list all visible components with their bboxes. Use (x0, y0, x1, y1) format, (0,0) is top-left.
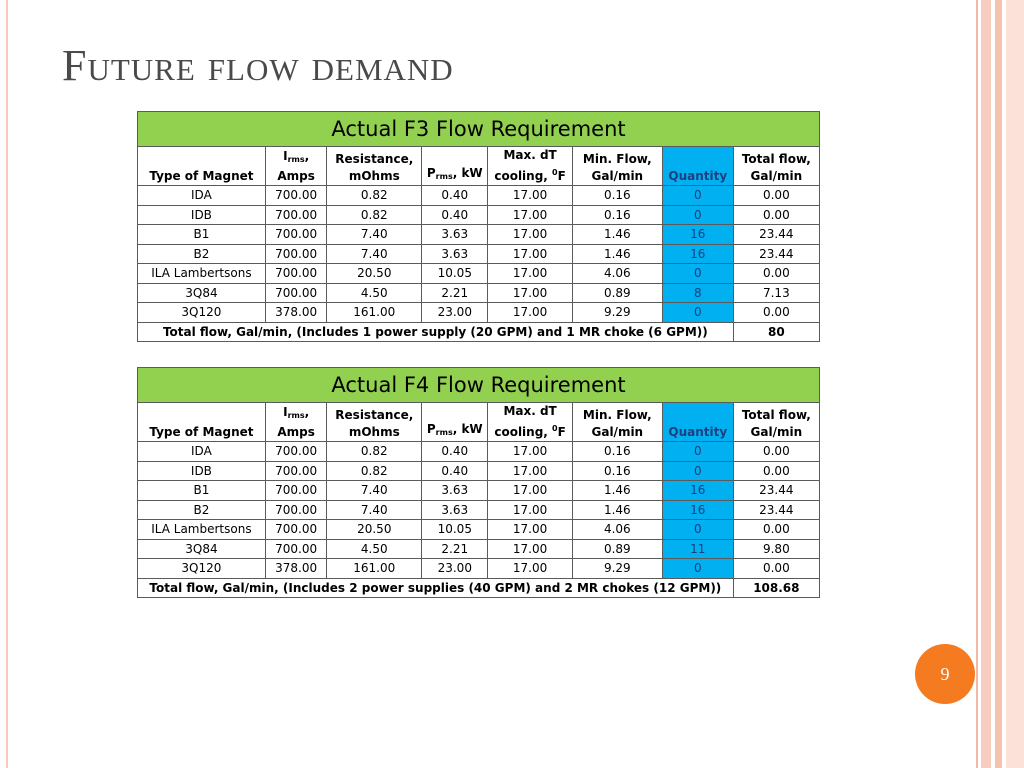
cell-irms: 700.00 (265, 461, 327, 481)
f4-flow-table (137, 367, 820, 598)
cell-quantity: 0 (662, 205, 733, 225)
total-label: Total flow, Gal/min, (Includes 2 power supplies (40 GPM) and 2 MR chokes (12 GPM)) (138, 578, 734, 598)
cell-type: B2 (138, 500, 266, 520)
cell-total-flow: 0.00 (733, 520, 819, 540)
table-row (138, 283, 820, 303)
left-border-line (6, 0, 8, 768)
col-header-type: Type of Magnet (138, 403, 266, 442)
cell-max-dt: 17.00 (488, 303, 572, 323)
cell-max-dt: 17.00 (488, 283, 572, 303)
total-row (138, 578, 820, 598)
cell-max-dt: 17.00 (488, 559, 572, 579)
table-row (138, 303, 820, 323)
decor-stripe (1006, 0, 1024, 768)
cell-quantity: 11 (662, 539, 733, 559)
table-row (138, 442, 820, 462)
cell-quantity: 0 (662, 442, 733, 462)
cell-quantity: 16 (662, 244, 733, 264)
table-row (138, 225, 820, 245)
cell-type: IDA (138, 442, 266, 462)
cell-irms: 700.00 (265, 264, 327, 284)
cell-type: 3Q120 (138, 303, 266, 323)
cell-resistance: 7.40 (327, 500, 422, 520)
slide-title: Future flow demand (62, 41, 454, 90)
cell-prms: 3.63 (422, 500, 488, 520)
total-value: 80 (733, 322, 819, 342)
cell-prms: 10.05 (422, 264, 488, 284)
cell-total-flow: 0.00 (733, 461, 819, 481)
table-row (138, 205, 820, 225)
table-row (138, 539, 820, 559)
cell-max-dt: 17.00 (488, 186, 572, 206)
cell-irms: 378.00 (265, 559, 327, 579)
cell-prms: 0.40 (422, 186, 488, 206)
col-header-minflow: Min. Flow, Gal/min (572, 147, 662, 186)
col-header-quantity: Quantity (662, 403, 733, 442)
cell-prms: 3.63 (422, 244, 488, 264)
cell-resistance: 20.50 (327, 264, 422, 284)
cell-quantity: 0 (662, 461, 733, 481)
col-header-minflow: Min. Flow, Gal/min (572, 403, 662, 442)
cell-max-dt: 17.00 (488, 539, 572, 559)
cell-min-flow: 4.06 (572, 520, 662, 540)
cell-total-flow: 0.00 (733, 205, 819, 225)
cell-total-flow: 0.00 (733, 559, 819, 579)
decor-stripe (995, 0, 1002, 768)
cell-max-dt: 17.00 (488, 442, 572, 462)
cell-quantity: 0 (662, 264, 733, 284)
cell-type: ILA Lambertsons (138, 520, 266, 540)
cell-prms: 0.40 (422, 442, 488, 462)
cell-type: IDB (138, 205, 266, 225)
cell-type: 3Q84 (138, 283, 266, 303)
cell-type: 3Q84 (138, 539, 266, 559)
cell-min-flow: 0.16 (572, 205, 662, 225)
cell-irms: 700.00 (265, 205, 327, 225)
cell-min-flow: 0.16 (572, 186, 662, 206)
cell-irms: 700.00 (265, 442, 327, 462)
table-row (138, 186, 820, 206)
table-row (138, 559, 820, 579)
cell-irms: 700.00 (265, 186, 327, 206)
cell-quantity: 0 (662, 559, 733, 579)
decor-stripe (976, 0, 978, 768)
cell-total-flow: 0.00 (733, 264, 819, 284)
cell-min-flow: 1.46 (572, 244, 662, 264)
table-row (138, 264, 820, 284)
col-header-total: Total flow, Gal/min (733, 403, 819, 442)
cell-min-flow: 1.46 (572, 481, 662, 501)
col-header-type: Type of Magnet (138, 147, 266, 186)
cell-type: B1 (138, 481, 266, 501)
cell-prms: 2.21 (422, 539, 488, 559)
cell-total-flow: 23.44 (733, 225, 819, 245)
cell-max-dt: 17.00 (488, 205, 572, 225)
col-header-prms: $P_{rms}$, kW (422, 147, 488, 186)
cell-resistance: 0.82 (327, 205, 422, 225)
cell-prms: 23.00 (422, 559, 488, 579)
cell-min-flow: 4.06 (572, 264, 662, 284)
cell-resistance: 4.50 (327, 539, 422, 559)
table-row (138, 500, 820, 520)
decor-stripe (981, 0, 991, 768)
col-header-prms: $P_{rms}$, kW (422, 403, 488, 442)
cell-max-dt: 17.00 (488, 520, 572, 540)
cell-resistance: 0.82 (327, 442, 422, 462)
cell-total-flow: 0.00 (733, 303, 819, 323)
cell-resistance: 7.40 (327, 481, 422, 501)
header-row (138, 147, 820, 186)
cell-total-flow: 23.44 (733, 481, 819, 501)
cell-type: 3Q120 (138, 559, 266, 579)
cell-max-dt: 17.00 (488, 481, 572, 501)
cell-max-dt: 17.00 (488, 264, 572, 284)
cell-irms: 378.00 (265, 303, 327, 323)
page-number-badge: 9 (915, 644, 975, 704)
cell-resistance: 20.50 (327, 520, 422, 540)
cell-min-flow: 0.16 (572, 442, 662, 462)
cell-type: B2 (138, 244, 266, 264)
col-header-dt: Max. dT cooling, $^0$F (488, 147, 572, 186)
table-row (138, 481, 820, 501)
cell-resistance: 161.00 (327, 559, 422, 579)
cell-min-flow: 0.16 (572, 461, 662, 481)
cell-total-flow: 0.00 (733, 186, 819, 206)
cell-quantity: 16 (662, 500, 733, 520)
f3-flow-table (137, 111, 820, 342)
col-header-total: Total flow, Gal/min (733, 147, 819, 186)
cell-irms: 700.00 (265, 225, 327, 245)
cell-min-flow: 9.29 (572, 303, 662, 323)
cell-resistance: 7.40 (327, 244, 422, 264)
cell-irms: 700.00 (265, 244, 327, 264)
cell-resistance: 0.82 (327, 461, 422, 481)
cell-min-flow: 9.29 (572, 559, 662, 579)
cell-quantity: 0 (662, 303, 733, 323)
cell-resistance: 4.50 (327, 283, 422, 303)
cell-irms: 700.00 (265, 539, 327, 559)
total-value: 108.68 (733, 578, 819, 598)
cell-min-flow: 0.89 (572, 539, 662, 559)
cell-min-flow: 0.89 (572, 283, 662, 303)
cell-irms: 700.00 (265, 520, 327, 540)
cell-irms: 700.00 (265, 283, 327, 303)
cell-total-flow: 7.13 (733, 283, 819, 303)
col-header-quantity: Quantity (662, 147, 733, 186)
cell-min-flow: 1.46 (572, 225, 662, 245)
cell-total-flow: 23.44 (733, 500, 819, 520)
cell-max-dt: 17.00 (488, 244, 572, 264)
cell-quantity: 0 (662, 520, 733, 540)
cell-quantity: 16 (662, 225, 733, 245)
cell-quantity: 8 (662, 283, 733, 303)
table-row (138, 520, 820, 540)
header-row (138, 403, 820, 442)
cell-prms: 3.63 (422, 481, 488, 501)
cell-total-flow: 23.44 (733, 244, 819, 264)
cell-quantity: 16 (662, 481, 733, 501)
table-caption: Actual F3 Flow Requirement (138, 112, 820, 147)
total-row (138, 322, 820, 342)
cell-prms: 2.21 (422, 283, 488, 303)
cell-irms: 700.00 (265, 500, 327, 520)
cell-type: B1 (138, 225, 266, 245)
col-header-resistance: Resistance, mOhms (327, 147, 422, 186)
cell-total-flow: 9.80 (733, 539, 819, 559)
cell-type: IDB (138, 461, 266, 481)
cell-prms: 23.00 (422, 303, 488, 323)
cell-resistance: 161.00 (327, 303, 422, 323)
cell-resistance: 7.40 (327, 225, 422, 245)
cell-quantity: 0 (662, 186, 733, 206)
total-label: Total flow, Gal/min, (Includes 1 power supply (20 GPM) and 1 MR choke (6 GPM)) (138, 322, 734, 342)
cell-prms: 0.40 (422, 205, 488, 225)
cell-type: IDA (138, 186, 266, 206)
cell-prms: 10.05 (422, 520, 488, 540)
cell-prms: 3.63 (422, 225, 488, 245)
cell-max-dt: 17.00 (488, 225, 572, 245)
cell-total-flow: 0.00 (733, 442, 819, 462)
cell-min-flow: 1.46 (572, 500, 662, 520)
cell-resistance: 0.82 (327, 186, 422, 206)
col-header-irms: $I_{rms}$, Amps (265, 147, 327, 186)
table-row (138, 461, 820, 481)
cell-max-dt: 17.00 (488, 461, 572, 481)
table-caption: Actual F4 Flow Requirement (138, 368, 820, 403)
col-header-irms: $I_{rms}$, Amps (265, 403, 327, 442)
col-header-dt: Max. dT cooling, $^0$F (488, 403, 572, 442)
cell-type: ILA Lambertsons (138, 264, 266, 284)
table-row (138, 244, 820, 264)
col-header-resistance: Resistance, mOhms (327, 403, 422, 442)
cell-max-dt: 17.00 (488, 500, 572, 520)
cell-irms: 700.00 (265, 481, 327, 501)
cell-prms: 0.40 (422, 461, 488, 481)
